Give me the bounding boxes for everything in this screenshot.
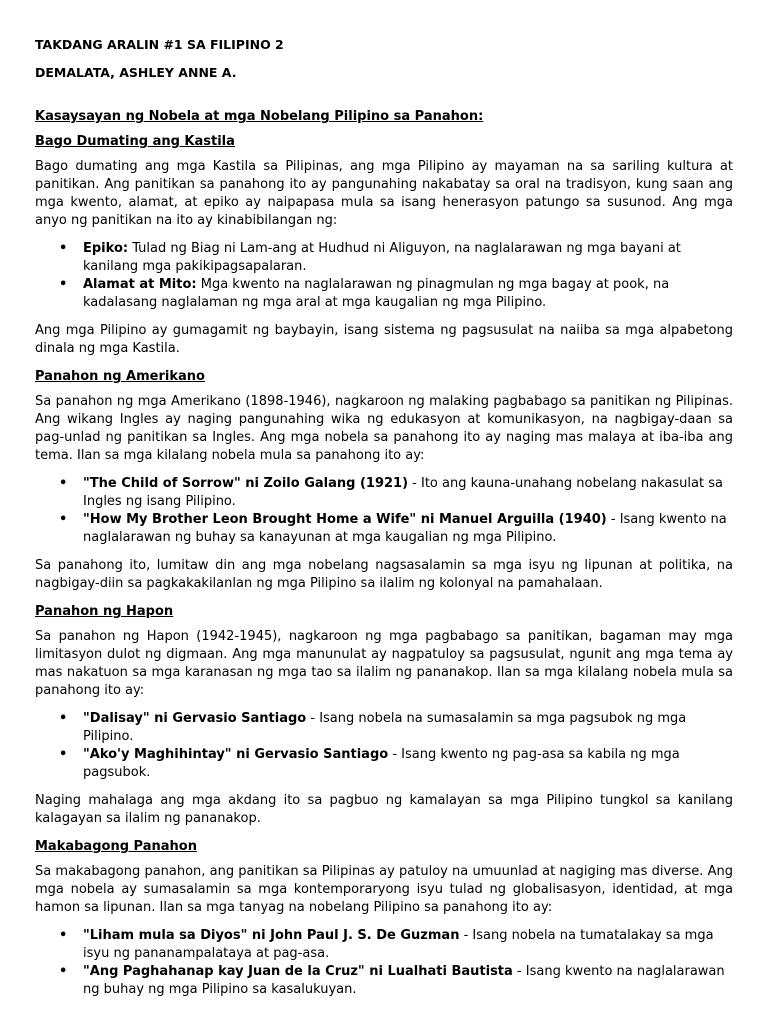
item-text: - Isang nobela na sumasalamin sa mga pagsubok ng mga Pilipino. xyxy=(83,711,687,744)
student-name: DEMALATA, ASHLEY ANNE A. xyxy=(35,65,237,80)
section-outro: Sa panahong ito, lumitaw din ang mga nobelang nagsasalamin sa mga isyu ng lipunan at politika, na nagbigay-diin sa pagkakakilanlan ng mga Pilipino sa ilalim ng kolonyal na pamahalaan. xyxy=(35,558,733,591)
section-heading: Panahon ng Amerikano xyxy=(35,369,205,384)
item-text: - Isang kwento na naglalarawan ng buhay ng mga Pilipino sa kasalukuyan. xyxy=(83,964,725,997)
section-outro: Naging mahalaga ang mga akdang ito sa pagbuo ng kamalayan sa mga Pilipino tungkol sa kanilang kalagayan sa ilalim ng pananakop. xyxy=(35,793,733,826)
list-item xyxy=(83,710,733,746)
main-title: Kasaysayan ng Nobela at mga Nobelang Pilipino sa Panahon: xyxy=(35,109,484,124)
section-hapon xyxy=(35,603,733,828)
section-intro: Sa makabagong panahon, ang panitikan sa Pilipinas ay patuloy na umuunlad at nagiging mas diverse. Ang mga nobela ay sumasalamin sa mga kontemporaryong isyu tulad ng globalisasyon, identidad, at mga hamon sa lipunan. Ilan sa mga tanyag na nobelang Pilipino sa panahong ito ay: xyxy=(35,864,733,915)
item-text: - Isang nobela na tumatalakay sa mga isyu ng pananampalataya at pag-asa. xyxy=(83,928,714,961)
section-intro: Sa panahon ng mga Amerikano (1898-1946), nagkaroon ng malaking pagbabago sa panitikan ng Pilipinas. Ang wikang Ingles ay naging pangunahing wika ng edukasyon at komunikasyon, na nagbigay-daan sa pag-unlad ng panitikan sa Ingles. Ang mga nobela sa panahong ito ay naging mas malaya at iba-iba ang tema. Ilan sa mga kilalang nobela mula sa panahong ito ay: xyxy=(35,394,733,463)
item-title: Epiko: xyxy=(83,241,129,256)
item-title: "The Child of Sorrow" ni Zoilo Galang (1921) xyxy=(83,476,409,491)
item-text: - Ito ang kauna-unahang nobelang nakasulat sa Ingles ng isang Pilipino. xyxy=(83,476,723,509)
list-item xyxy=(83,475,733,511)
section-amerikano xyxy=(35,368,733,593)
item-title: "Liham mula sa Diyos" ni John Paul J. S. De Guzman xyxy=(83,928,460,943)
section-heading: Bago Dumating ang Kastila xyxy=(35,134,235,149)
item-title: "How My Brother Leon Brought Home a Wife" ni Manuel Arguilla (1940) xyxy=(83,512,607,527)
section-heading: Makabagong Panahon xyxy=(35,839,197,854)
item-title: "Ang Paghahanap kay Juan de la Cruz" ni Lualhati Bautista xyxy=(83,964,513,979)
list-item xyxy=(83,963,733,999)
item-title: "Dalisay" ni Gervasio Santiago xyxy=(83,711,307,726)
item-title: "Ako'y Maghihintay" ni Gervasio Santiago xyxy=(83,747,389,762)
section-makabago xyxy=(35,838,733,999)
item-text: - Isang kwento ng pag-asa sa kabila ng mga pagsubok. xyxy=(83,747,680,780)
bullet-list xyxy=(35,240,733,312)
item-text: - Isang kwento na naglalarawan ng buhay sa kanayunan at mga kaugalian ng mga Pilipino. xyxy=(83,512,727,545)
item-text: Mga kwento na naglalarawan ng pinagmulan ng mga bagay at pook, na kadalasang naglalaman ng mga aral at mga kaugalian ng mga Pilipino. xyxy=(83,277,670,310)
assignment-title: TAKDANG ARALIN #1 SA FILIPINO 2 xyxy=(35,37,284,52)
bullet-list xyxy=(35,710,733,782)
list-item xyxy=(83,240,733,276)
bullet-list xyxy=(35,475,733,547)
document-page xyxy=(35,36,733,1009)
list-item xyxy=(83,511,733,547)
item-title: Alamat at Mito: xyxy=(83,277,197,292)
section-bago-dumating xyxy=(35,133,733,358)
section-intro: Bago dumating ang mga Kastila sa Pilipinas, ang mga Pilipino ay mayaman na sa sariling kultura at panitikan. Ang panitikan sa panahong ito ay pangunahing nakabatay sa oral na tradisyon, kung saan ang mga kwento, alamat, at epiko ay naipapasa mula sa isang henerasyon patungo sa susunod. Ang mga anyo ng panitikan na ito ay kinabibilangan ng: xyxy=(35,159,733,228)
section-outro: Ang mga Pilipino ay gumagamit ng baybayin, isang sistema ng pagsusulat na naiiba sa mga alpabetong dinala ng mga Kastila. xyxy=(35,323,733,356)
bullet-list xyxy=(35,927,733,999)
list-item xyxy=(83,746,733,782)
item-text: Tulad ng Biag ni Lam-ang at Hudhud ni Aliguyon, na naglalarawan ng mga bayani at kanilang mga pakikipagsapalaran. xyxy=(83,241,681,274)
section-intro: Sa panahon ng Hapon (1942-1945), nagkaroon ng mga pagbabago sa panitikan, bagaman may mga limitasyon dulot ng digmaan. Ang mga manunulat ay nagpatuloy sa pagsusulat, ngunit ang mga tema ay mas nakatuon sa mga karanasan ng mga tao sa ilalim ng pananakop. Ilan sa mga kilalang nobela mula sa panahong ito ay: xyxy=(35,629,733,698)
list-item xyxy=(83,927,733,963)
list-item xyxy=(83,276,733,312)
section-heading: Panahon ng Hapon xyxy=(35,604,174,619)
